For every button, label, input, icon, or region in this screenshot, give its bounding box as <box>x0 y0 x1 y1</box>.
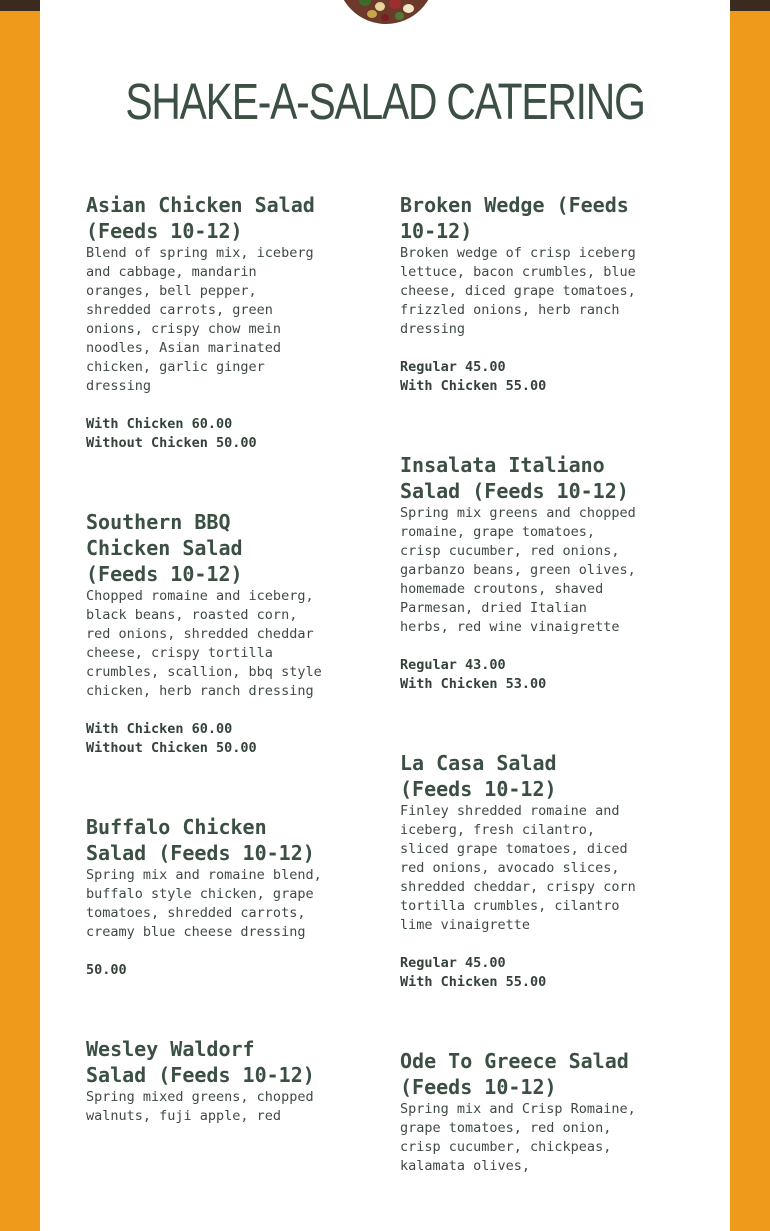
menu-item-prices <box>86 720 326 758</box>
menu-item-name: Ode To Greece Salad (Feeds 10-12) <box>400 1049 629 1099</box>
page-title: SHAKE-A-SALAD CATERING <box>125 73 645 130</box>
menu-item-name: La Casa Salad (Feeds 10-12) <box>400 751 557 801</box>
menu-item-name: Asian Chicken Salad (Feeds 10-12) <box>86 193 315 243</box>
menu-item-price: With Chicken 55.00 <box>400 378 547 394</box>
menu-item-description: Spring mixed greens, chopped walnuts, fuji apple, red <box>86 1089 314 1124</box>
menu-item-description: Finley shredded romaine and iceberg, fresh cilantro, sliced grape tomatoes, diced red onions, avocado slices, shredded cheddar, crispy corn tortilla crumbles, cilantro lime vinaigrette <box>400 803 636 933</box>
menu-item-prices <box>86 961 326 980</box>
menu-item <box>86 814 326 980</box>
top-bar-left <box>0 0 40 11</box>
menu-item <box>400 1048 640 1176</box>
menu-item <box>400 192 640 396</box>
menu-item-name: Insalata Italiano Salad (Feeds 10-12) <box>400 453 629 503</box>
menu-item-prices <box>400 358 640 396</box>
menu-item-price: With Chicken 60.00 <box>86 416 233 432</box>
top-bar-right <box>730 0 770 11</box>
menu-item-description: Chopped romaine and iceberg, black beans, roasted corn, red onions, shredded cheddar cheese, crispy tortilla crumbles, scallion, bbq style chicken, herb ranch dressing <box>86 588 322 699</box>
menu-item-description: Spring mix and Crisp Romaine, grape tomatoes, red onion, crisp cucumber, chickpeas, kalamata olives, <box>400 1101 636 1174</box>
menu-item-name: Wesley Waldorf Salad (Feeds 10-12) <box>86 1037 315 1087</box>
menu-item-name: Southern BBQ Chicken Salad (Feeds 10-12) <box>86 510 243 586</box>
menu-item-price: With Chicken 55.00 <box>400 974 547 990</box>
menu-item-price: Regular 45.00 <box>400 359 506 375</box>
menu-item-description: Spring mix greens and chopped romaine, grape tomatoes, crisp cucumber, red onions, garbanzo beans, green olives, homemade croutons, shaved Parmesan, dried Italian herbs, red wine vinaigrette <box>400 505 636 635</box>
menu-item-price: Regular 45.00 <box>400 955 506 971</box>
menu-item-description: Broken wedge of crisp iceberg lettuce, bacon crumbles, blue cheese, diced grape tomatoes, frizzled onions, herb ranch dressing <box>400 245 636 337</box>
menu-sheet <box>40 0 730 1231</box>
menu-item-price: Without Chicken 50.00 <box>86 435 257 451</box>
menu-item-prices <box>400 954 640 992</box>
menu-item <box>86 192 326 453</box>
menu-item-prices <box>86 415 326 453</box>
menu-item-description: Blend of spring mix, iceberg and cabbage, mandarin oranges, bell pepper, shredded carrots, green onions, crispy chow mein noodles, Asian marinated chicken, garlic ginger dressing <box>86 245 314 394</box>
menu-item-price: 50.00 <box>86 962 127 978</box>
menu-item <box>86 509 326 758</box>
menu-item-prices <box>400 656 640 694</box>
menu-item-price: With Chicken 53.00 <box>400 676 547 692</box>
menu-column-left <box>86 192 326 1182</box>
menu-item <box>86 1036 326 1126</box>
menu-item-price: Regular 43.00 <box>400 657 506 673</box>
menu-item-name: Buffalo Chicken Salad (Feeds 10-12) <box>86 815 315 865</box>
menu-item <box>400 750 640 992</box>
menu-item-name: Broken Wedge (Feeds 10-12) <box>400 193 629 243</box>
menu-item <box>400 452 640 694</box>
menu-item-description: Spring mix and romaine blend, buffalo style chicken, grape tomatoes, shredded carrots, creamy blue cheese dressing <box>86 867 322 940</box>
salad-bowl-logo <box>337 0 435 24</box>
menu-item-price: With Chicken 60.00 <box>86 721 233 737</box>
menu-item-price: Without Chicken 50.00 <box>86 740 257 756</box>
menu-column-right <box>400 192 640 1231</box>
